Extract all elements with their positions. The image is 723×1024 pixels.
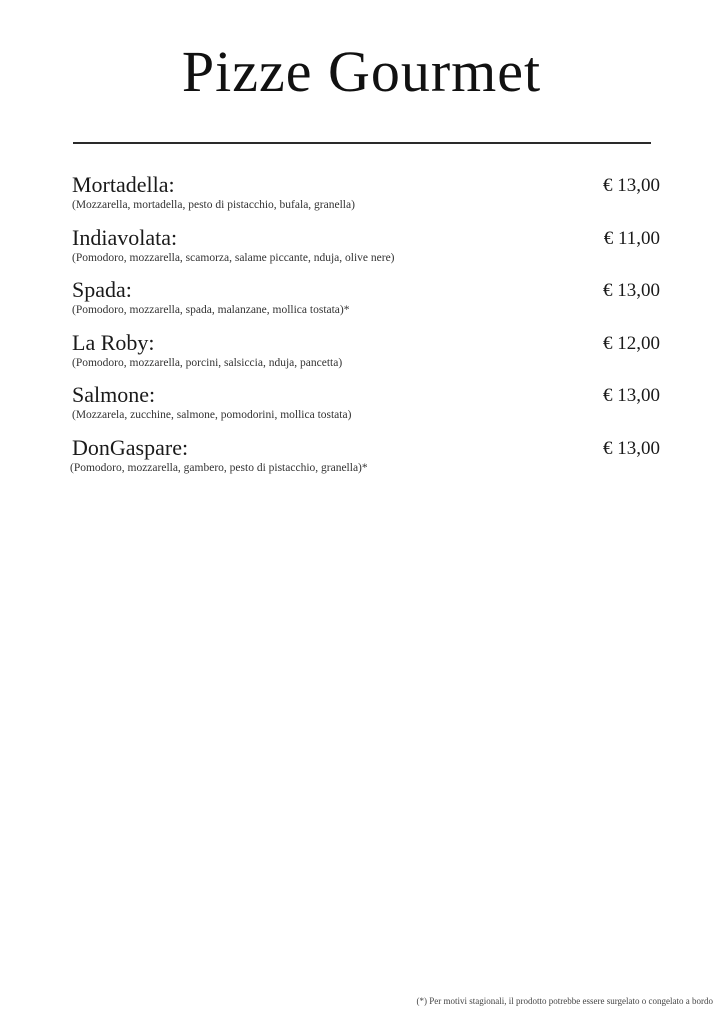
item-price: € 13,00 (603, 280, 660, 302)
menu-item-mortadella (72, 170, 662, 223)
page-title: Pizze Gourmet (181, 39, 542, 104)
item-price: € 13,00 (603, 437, 660, 459)
menu-list (72, 170, 662, 486)
item-name: La Roby: (72, 329, 155, 355)
item-price: € 11,00 (603, 227, 660, 249)
menu-item-spada (72, 275, 662, 328)
item-price: € 13,00 (603, 385, 660, 407)
item-description: (Pomodoro, mozzarella, scamorza, salame piccante, nduja, olive nere) (72, 251, 395, 264)
item-description: (Mozzarela, zucchine, salmone, pomodorini, mollica tostata) (72, 409, 352, 422)
title-divider (73, 142, 651, 144)
item-name: Indiavolata: (72, 224, 178, 250)
item-description: (Mozzarella, mortadella, pesto di pistacchio, bufala, granella) (72, 199, 355, 211)
item-description: (Pomodoro, mozzarella, gambero, pesto di pistacchio, granella)* (70, 461, 368, 474)
menu-item-indiavolata (72, 223, 662, 276)
menu-item-dongaspare (72, 433, 662, 486)
item-name: Spada: (72, 277, 132, 303)
item-price: € 13,00 (603, 175, 660, 196)
item-description: (Pomodoro, mozzarella, spada, malanzane, mollica tostata)* (72, 304, 350, 317)
item-description: (Pomodoro, mozzarella, porcini, salsiccia, nduja, pancetta) (72, 356, 343, 369)
item-name: DonGaspare: (72, 434, 189, 460)
footnote: (*) Per motivi stagionali, il prodotto potrebbe essere surgelato o congelato a bordo (416, 996, 713, 1006)
menu-item-la-roby (72, 328, 662, 381)
item-name: Salmone: (72, 382, 156, 408)
item-price: € 12,00 (603, 332, 660, 354)
item-name: Mortadella: (72, 172, 175, 197)
menu-item-salmone (72, 380, 662, 433)
